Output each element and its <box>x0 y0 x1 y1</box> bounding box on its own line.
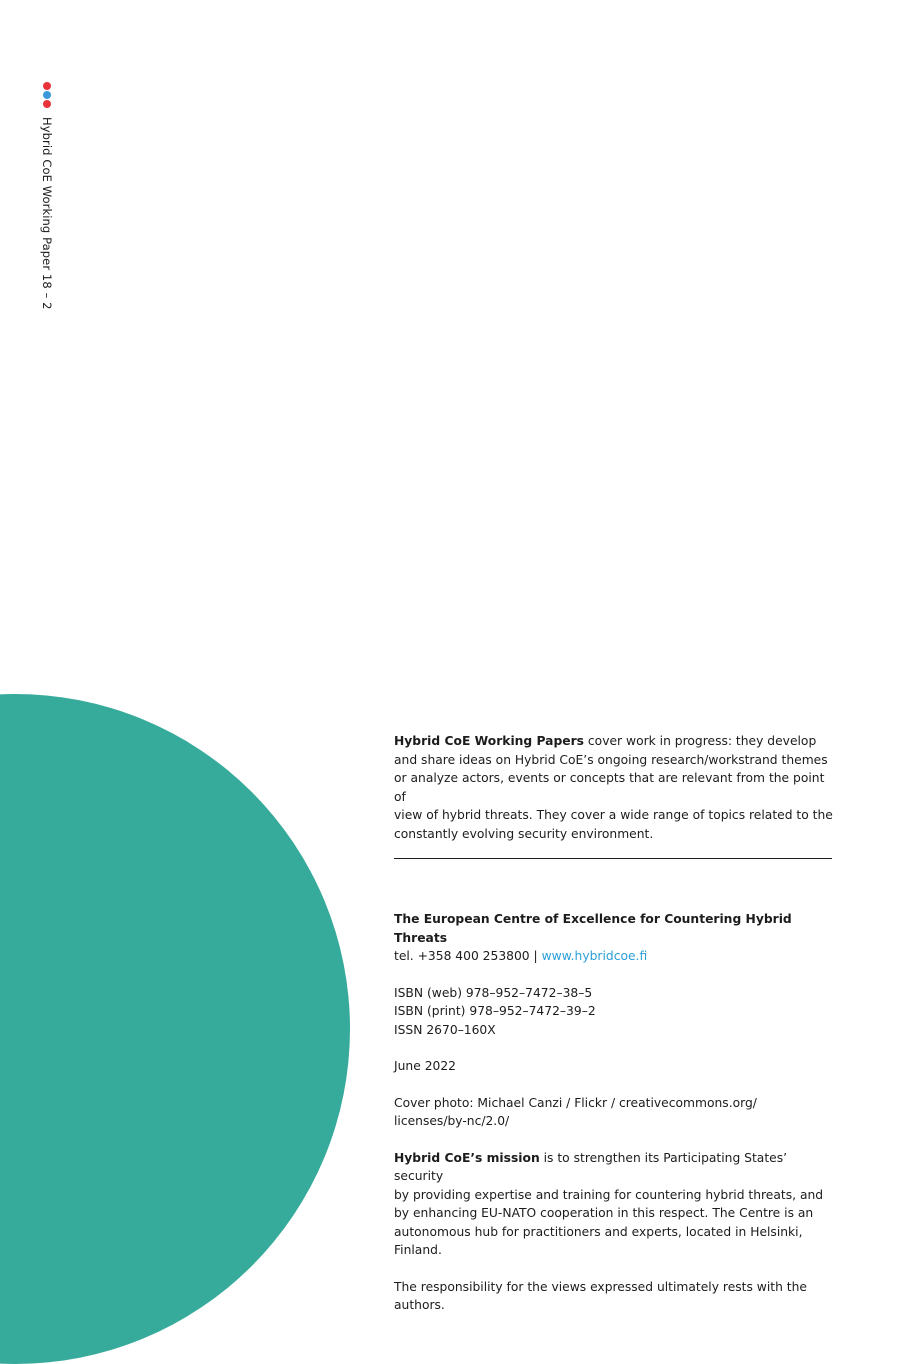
isbn-web: ISBN (web) 978–952–7472–38–5 <box>394 985 593 1000</box>
intro-lead: Hybrid CoE Working Papers <box>394 734 585 748</box>
intro-line: view of hybrid threats. They cover a wide range of topics related to the <box>394 808 833 822</box>
intro-paragraph <box>394 732 834 843</box>
mission-line: by enhancing EU-NATO cooperation in this respect. The Centre is an <box>394 1206 814 1220</box>
blue-dot-icon <box>43 91 51 99</box>
issn: ISSN 2670–160X <box>394 1022 496 1037</box>
website-link[interactable]: www.hybridcoe.fi <box>541 949 648 963</box>
cover-photo-line: licenses/by-nc/2.0/ <box>394 1114 510 1128</box>
disclaimer: The responsibility for the views expressed ultimately rests with the authors. <box>394 1279 807 1312</box>
mission-lead: Hybrid CoE’s mission <box>394 1150 540 1165</box>
mission-line: by providing expertise and training for countering hybrid threats, and <box>394 1187 824 1202</box>
red-dot-icon <box>43 100 51 108</box>
mission-line: is to strengthen its Participating States’ security <box>394 1150 788 1183</box>
intro-line: and share ideas on Hybrid CoE’s ongoing research/workstrand themes <box>394 752 828 767</box>
mission-paragraph <box>394 1149 834 1260</box>
intro-line: cover work in progress: they develop <box>584 734 817 748</box>
mission-line: autonomous hub for practitioners and experts, located in Helsinki, Finland. <box>394 1224 803 1257</box>
intro-line: constantly evolving security environment. <box>394 826 654 841</box>
org-block <box>394 910 834 966</box>
org-tel: tel. +358 400 253800 | <box>394 949 542 963</box>
isbn-block <box>394 984 834 1040</box>
running-header <box>40 82 54 310</box>
cover-photo-line: Cover photo: Michael Canzi / Flickr / creativecommons.org/ <box>394 1095 757 1110</box>
red-dot-icon <box>43 82 51 90</box>
decorative-teal-circle <box>0 694 350 1364</box>
running-header-label: Hybrid CoE Working Paper 18 – 2 <box>40 117 54 310</box>
intro-line: or analyze actors, events or concepts that are relevant from the point of <box>394 771 825 804</box>
divider <box>394 858 832 859</box>
isbn-print: ISBN (print) 978–952–7472–39–2 <box>394 1004 596 1018</box>
colophon <box>394 732 834 1315</box>
org-name: The European Centre of Excellence for Countering Hybrid Threats <box>394 912 792 945</box>
publication-date: June 2022 <box>394 1059 456 1073</box>
cover-photo-credit <box>394 1094 834 1131</box>
